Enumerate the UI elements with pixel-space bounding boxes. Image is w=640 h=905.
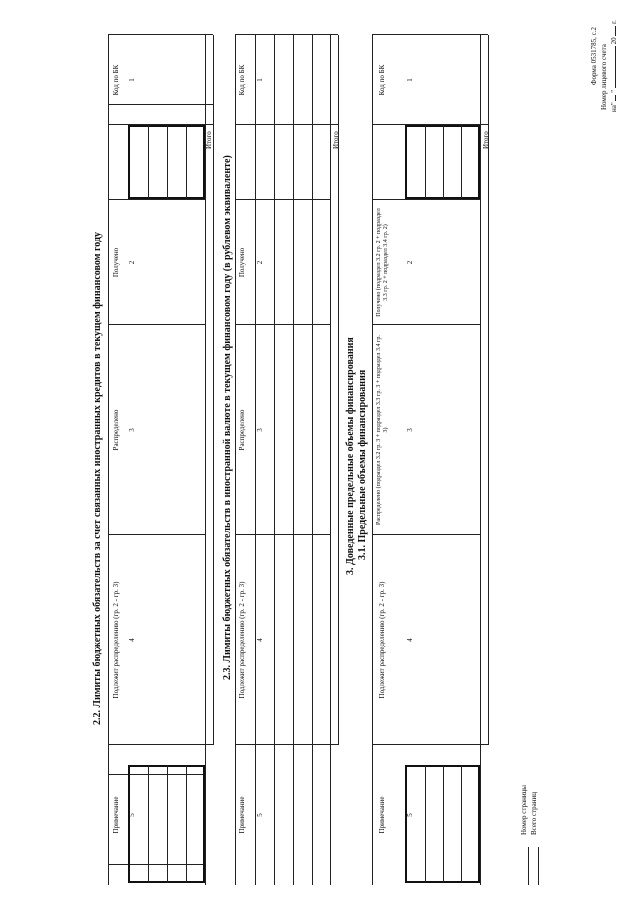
col-num-4: 4 (256, 638, 264, 642)
col-received: Получено (112, 247, 120, 278)
col-note: Примечание (378, 796, 386, 834)
col-code: Код по БК (238, 64, 246, 96)
col-received: Получено (238, 247, 246, 278)
col-note: Примечание (238, 796, 246, 834)
col-num-5: 5 (406, 813, 414, 817)
col-num-2: 2 (406, 260, 414, 265)
total-label: Итого (205, 131, 213, 149)
col-distributed: Распределено (112, 409, 120, 451)
col-num-1: 1 (406, 78, 414, 82)
col-distributed: Распределено (подраздел 3.2 гр. 3 + подраздел 3.3 гр. 3 + подраздел 3.4 гр. 3) (376, 335, 389, 525)
section-3-subtitle: 3.1. Предельные объемы финансирования (357, 369, 368, 560)
col-to-distribute: Подлежит распределению (гр. 2 - гр. 3) (238, 581, 246, 699)
col-received: Получено (подраздел 3.2 гр. 2 + подраздел 3.3 гр. 2 + подраздел 3.4 гр. 2) (376, 208, 389, 317)
account-number-label: Номер лицевого счета (600, 44, 608, 110)
col-num-1: 1 (256, 78, 264, 82)
col-note: Примечание (112, 796, 120, 834)
col-code: Код по БК (112, 64, 120, 96)
section-2-2-title: 2.2. Лимиты бюджетных обязательств за счет связанных иностранных кредитов в текущем финансовом году (92, 231, 103, 725)
page-number-label: Номер страницы (520, 784, 528, 835)
col-num-2: 2 (128, 260, 136, 265)
col-num-4: 4 (406, 638, 414, 642)
col-num-5: 5 (128, 813, 136, 817)
section-2-3-title: 2.3. Лимиты бюджетных обязательств в иностранной валюте в текущем финансовом году (в рублевом эквиваленте) (222, 155, 233, 680)
col-to-distribute: Подлежит распределению (гр. 2 - гр. 3) (378, 581, 386, 699)
report-date: на" " 20 г. (610, 20, 618, 112)
col-to-distribute: Подлежит распределению (гр. 2 - гр. 3) (112, 581, 120, 699)
total-label: Итого (482, 131, 490, 149)
total-label: Итого (332, 131, 340, 149)
page-number-field[interactable] (528, 847, 529, 885)
col-num-1: 1 (128, 78, 136, 82)
col-num-3: 3 (128, 428, 136, 432)
col-num-5: 5 (256, 813, 264, 817)
col-distributed: Распределено (238, 409, 246, 451)
col-num-3: 3 (256, 428, 264, 432)
col-num-2: 2 (256, 260, 264, 265)
total-pages-label: Всего страниц (530, 791, 538, 835)
col-num-4: 4 (128, 638, 136, 642)
col-num-3: 3 (406, 428, 414, 432)
col-code: Код по БК (378, 64, 386, 96)
section-3-title: 3. Доведенные предельные объемы финансирования (345, 337, 356, 575)
form-label: Форма 0531785, с.2 (590, 26, 598, 85)
total-pages-field[interactable] (538, 847, 539, 885)
